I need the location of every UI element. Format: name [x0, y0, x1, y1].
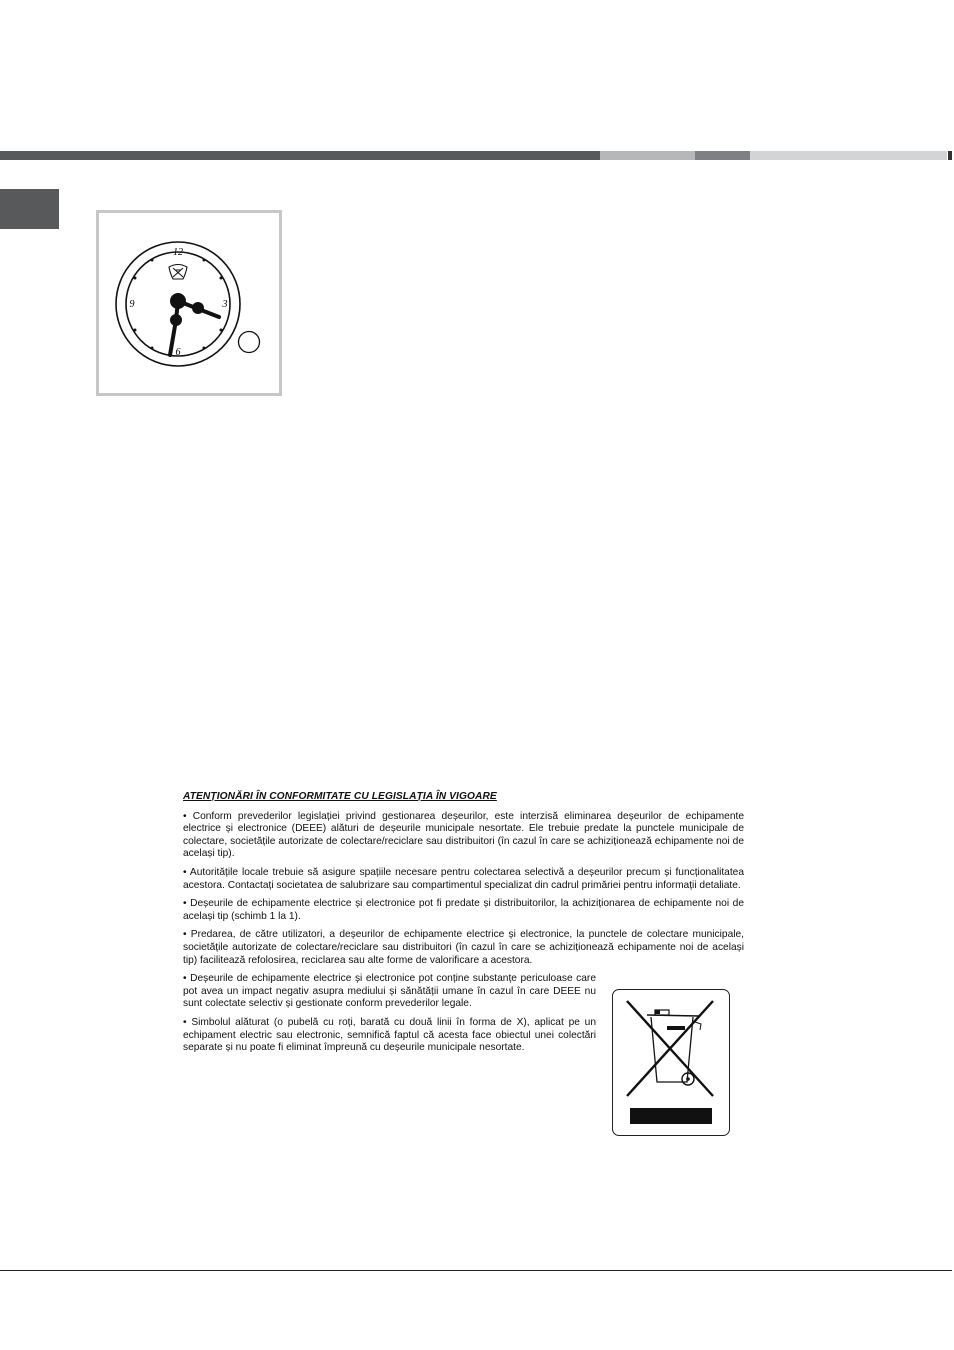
header-color-bar — [0, 151, 954, 160]
header-bar-segment — [750, 151, 947, 160]
header-bar-segment — [600, 151, 695, 160]
bell-off-icon — [169, 265, 187, 280]
legislation-paragraph: • Deșeurile de echipamente electrice și electronice pot conține substanțe periculoase care pot avea un impact negativ asupra mediului și sănătății umane în cazul în care DEEE nu sunt colectate selectiv și gestionate conform prevederilor legale. — [183, 973, 596, 1010]
weee-symbol-box — [612, 989, 730, 1136]
header-bar-segment — [695, 151, 750, 160]
dial-hub — [170, 314, 182, 326]
dial-numeral-12: 12 — [173, 247, 183, 258]
header-bar-segment — [0, 151, 600, 160]
dial-numeral-3: 3 — [222, 299, 228, 310]
timer-dial-illustration — [99, 213, 279, 393]
language-tab — [0, 189, 59, 229]
dial-hub — [192, 302, 204, 314]
legislation-paragraph: • Deșeurile de echipamente electrice și electronice pot fi predate și distribuitorilor, la achiziționarea de echipamente noi de același tip (schimb 1 la 1). — [183, 898, 744, 922]
footer-rule — [0, 1270, 952, 1271]
dial-numeral-6: 6 — [175, 347, 181, 358]
header-bar-segment — [948, 151, 952, 160]
timer-figure — [96, 210, 282, 396]
legislation-heading: ATENȚIONĂRI ÎN CONFORMITATE CU LEGISLAȚIA ÎN VIGOARE — [183, 791, 497, 802]
legislation-paragraph: • Simbolul alăturat (o pubelă cu roți, barată cu două linii în forma de X), aplicat pe un echipament electric sau electronic, semnifică faptul că acesta face obiectul unei colectări separate și nu poate fi eliminat împreună cu deșeurile municipale nesortate. — [183, 1016, 596, 1054]
legislation-paragraph: • Autoritățile locale trebuie să asigure spațiile necesare pentru colectarea selectivă a deșeurilor precum și funcționalitatea acestora. Contactați societatea de salubrizare sau compartimentul specializat din cadrul primăriei pentru informații detaliate. — [183, 866, 744, 891]
timer-knob-icon — [239, 332, 260, 353]
legislation-paragraph: • Conform prevederilor legislației privind gestionarea deșeurilor, este interzisă eliminarea deșeurilor de echipamente electrice și electronice (DEEE) alături de deșeurile municipale nesortate. Ele trebuie predate la punctele municipale de colectare, societățile autorizate de colectare/reciclare sau distribuitori (în cazul în care se achiziționează echipamente noi de același tip). — [183, 810, 744, 860]
dial-hub — [170, 293, 186, 309]
legislation-paragraph: • Predarea, de către utilizatori, a deșeurilor de echipamente electrice și electronice, la punctele de colectare municipale, societățile autorizate de colectare/reciclare sau distribuitori (în cazul în care se achiziționează echipamente noi de același tip) facilitează refolosirea, reciclarea sau alte forme de valorificare a acestora. — [183, 929, 744, 966]
dial-numeral-9: 9 — [129, 299, 135, 310]
crossed-out-wheelie-bin-icon — [613, 990, 729, 1135]
